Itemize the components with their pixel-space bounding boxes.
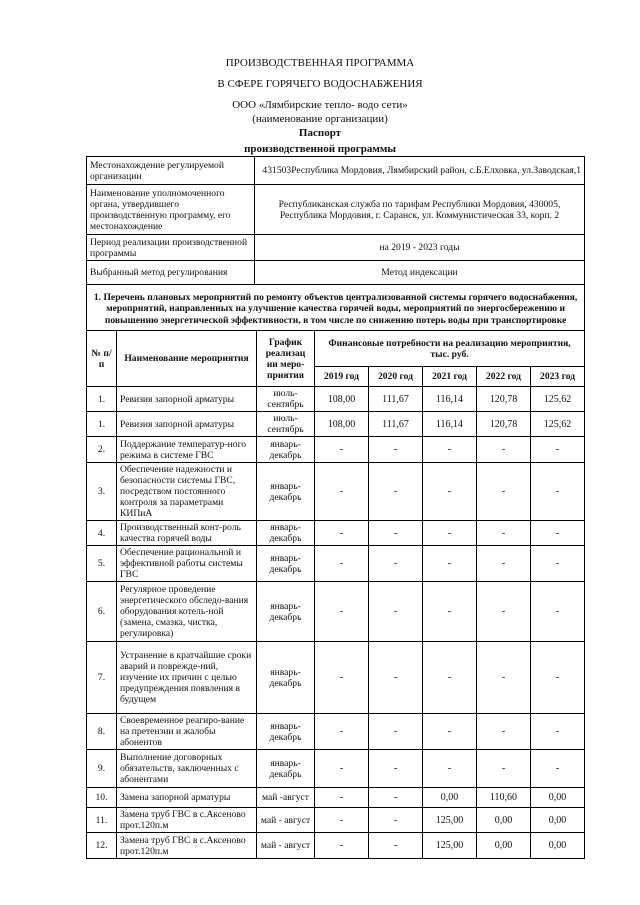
finance-value: - <box>315 463 369 521</box>
row-number: 10. <box>87 788 117 808</box>
activity-name: Замена труб ГВС в с.Аксеново прот.120п.м <box>117 833 257 859</box>
finance-value: - <box>315 750 369 788</box>
finance-value: - <box>531 750 585 788</box>
finance-value: 125,62 <box>531 412 585 437</box>
finance-value: 0,00 <box>477 833 531 859</box>
finance-value: - <box>477 642 531 714</box>
table-row <box>87 412 585 437</box>
finance-value: - <box>423 750 477 788</box>
col-header-year: 2020 год <box>369 367 423 387</box>
finance-value: - <box>423 546 477 582</box>
finance-value: - <box>477 750 531 788</box>
passport-label: Выбранный метод регулирования <box>87 261 255 285</box>
table-row <box>87 808 585 833</box>
row-number: 5. <box>87 546 117 582</box>
finance-value: 108,00 <box>315 387 369 412</box>
table-row <box>87 714 585 750</box>
schedule-cell: январь-декабрь <box>257 582 315 642</box>
finance-value: - <box>315 582 369 642</box>
passport-label: Наименование уполномоченного органа, утвердившего производственную программу, его местонахождение <box>87 185 255 235</box>
finance-value: - <box>477 546 531 582</box>
row-number: 1. <box>87 387 117 412</box>
finance-value: 108,00 <box>315 412 369 437</box>
activity-name: Регулярное проведение энергетического обследо-вания оборудования котель-ной (замена, смазка, чистка, регулировка) <box>117 582 257 642</box>
schedule-cell: январь-декабрь <box>257 437 315 463</box>
col-header-year: 2019 год <box>315 367 369 387</box>
table-row <box>87 387 585 412</box>
col-header-finance: Финансовые потребности на реализацию мероприятия, тыс. руб. <box>315 331 585 367</box>
activity-name: Поддержание температур-ного режима в системе ГВС <box>117 437 257 463</box>
schedule-cell: июль-сентябрь <box>257 412 315 437</box>
finance-value: - <box>369 750 423 788</box>
finance-value: - <box>423 521 477 546</box>
activity-name: Замена труб ГВС в с.Аксеново прот.120п.м <box>117 808 257 833</box>
finance-value: 125,62 <box>531 387 585 412</box>
section-title: 1. Перечень плановых мероприятий по ремонту объектов централизованной системы горячего водоснабжения, мероприятий, направленных на улучшение качества горячей воды, мероприятий по энергосбережению и повышению энергетической эффективности, в том числе по снижению потерь воды при транспортировке <box>87 285 585 331</box>
passport-value: Метод индексации <box>255 261 585 285</box>
schedule-cell: май - август <box>257 833 315 859</box>
finance-value: - <box>423 437 477 463</box>
finance-value: - <box>369 582 423 642</box>
passport-value: Республиканская служба по тарифам Республики Мордовия, 430005, Республика Мордовия, г. Саранск, ул. Коммунистическая 33, корп. 2 <box>255 185 585 235</box>
activity-name: Ревизия запорной арматуры <box>117 387 257 412</box>
passport-row-location <box>87 157 585 185</box>
col-header-schedule: График реализац ии меро- приятия <box>257 331 315 387</box>
row-number: 9. <box>87 750 117 788</box>
finance-value: - <box>315 714 369 750</box>
doc-title-line1: ПРОИЗВОДСТВЕННАЯ ПРОГРАММА <box>225 57 415 69</box>
table-row <box>87 788 585 808</box>
schedule-cell: май -август <box>257 788 315 808</box>
passport-table <box>86 156 585 285</box>
row-number: 11. <box>87 808 117 833</box>
col-header-name: Наименование мероприятия <box>117 331 257 387</box>
table-row <box>87 521 585 546</box>
activity-name: Замена запорной арматуры <box>117 788 257 808</box>
finance-value: 0,00 <box>531 808 585 833</box>
activity-name: Своевременное реагиро-вание на претензии и жалобы абонентов <box>117 714 257 750</box>
finance-value: 111,67 <box>369 412 423 437</box>
finance-value: - <box>369 788 423 808</box>
finance-value: - <box>423 463 477 521</box>
finance-value: 0,00 <box>531 788 585 808</box>
finance-value: - <box>477 521 531 546</box>
schedule-cell: январь-декабрь <box>257 642 315 714</box>
finance-value: 125,00 <box>423 808 477 833</box>
finance-value: - <box>369 463 423 521</box>
activity-name: Устранение в кратчайшие сроки аварий и поврежде-ний, изучение их причин с целью предупреждения появления в будущем <box>117 642 257 714</box>
finance-value: - <box>531 437 585 463</box>
finance-value: - <box>423 714 477 750</box>
activity-name: Обеспечение рациональной и эффективной работы системы ГВС <box>117 546 257 582</box>
passport-title: Паспорт <box>298 127 342 139</box>
table-row <box>87 463 585 521</box>
schedule-cell: январь-декабрь <box>257 521 315 546</box>
finance-value: - <box>315 521 369 546</box>
schedule-cell: июль-сентябрь <box>257 387 315 412</box>
finance-value: - <box>315 642 369 714</box>
row-number: 8. <box>87 714 117 750</box>
finance-value: 110,60 <box>477 788 531 808</box>
finance-value: - <box>315 437 369 463</box>
row-number: 2. <box>87 437 117 463</box>
finance-value: - <box>477 582 531 642</box>
table-row <box>87 546 585 582</box>
row-number: 12. <box>87 833 117 859</box>
schedule-cell: январь-декабрь <box>257 714 315 750</box>
finance-value: - <box>531 521 585 546</box>
finance-value: - <box>477 437 531 463</box>
passport-value: 431503Республика Мордовия, Лямбирский район, с.Б.Елховка, ул.Заводская,1 <box>255 157 585 185</box>
finance-value: - <box>315 833 369 859</box>
col-header-year: 2021 год <box>423 367 477 387</box>
col-header-year: 2023 год <box>531 367 585 387</box>
col-header-num: № п/п <box>87 331 117 387</box>
finance-value: - <box>531 546 585 582</box>
passport-row-period <box>87 235 585 261</box>
finance-value: 116,14 <box>423 412 477 437</box>
table-row <box>87 833 585 859</box>
finance-value: - <box>369 546 423 582</box>
schedule-cell: май - август <box>257 808 315 833</box>
table-row <box>87 750 585 788</box>
activity-name: Обеспечение надежности и безопасности системы ГВС, посредством постоянного контроля за параметрами КИПиА <box>117 463 257 521</box>
table-row <box>87 437 585 463</box>
finance-value: 116,14 <box>423 387 477 412</box>
finance-value: - <box>531 714 585 750</box>
org-name: ООО «Лямбирские тепло- водо сети» <box>232 99 408 111</box>
row-number: 7. <box>87 642 117 714</box>
finance-value: 111,67 <box>369 387 423 412</box>
finance-value: - <box>369 642 423 714</box>
finance-value: 0,00 <box>531 833 585 859</box>
activity-name: Производственный конт-роль качества горячей воды <box>117 521 257 546</box>
finance-value: 120,78 <box>477 387 531 412</box>
finance-value: 0,00 <box>477 808 531 833</box>
finance-value: - <box>423 582 477 642</box>
activity-name: Выполнение договорных обязательств, заключенных с абонентами <box>117 750 257 788</box>
row-number: 1. <box>87 412 117 437</box>
passport-row-authority <box>87 185 585 235</box>
passport-value: на 2019 - 2023 годы <box>255 235 585 261</box>
plan-table <box>86 284 585 859</box>
finance-value: - <box>369 808 423 833</box>
finance-value: - <box>369 833 423 859</box>
passport-row-method <box>87 261 585 285</box>
passport-subtitle: производственной программы <box>244 143 396 155</box>
finance-value: - <box>315 546 369 582</box>
schedule-cell: январь-декабрь <box>257 750 315 788</box>
finance-value: - <box>315 808 369 833</box>
finance-value: 0,00 <box>423 788 477 808</box>
finance-value: - <box>369 437 423 463</box>
passport-label: Местонахождение регулируемой организации <box>87 157 255 185</box>
table-row <box>87 582 585 642</box>
finance-value: - <box>423 642 477 714</box>
finance-value: - <box>531 642 585 714</box>
finance-value: - <box>315 788 369 808</box>
finance-value: - <box>477 714 531 750</box>
org-caption: (наименование организации) <box>252 113 388 125</box>
finance-value: - <box>531 463 585 521</box>
col-header-year: 2022 год <box>477 367 531 387</box>
schedule-cell: январь-декабрь <box>257 463 315 521</box>
activity-name: Ревизия запорной арматуры <box>117 412 257 437</box>
finance-value: 120,78 <box>477 412 531 437</box>
row-number: 6. <box>87 582 117 642</box>
table-row <box>87 642 585 714</box>
schedule-cell: январь-декабрь <box>257 546 315 582</box>
passport-label: Период реализации производственной программы <box>87 235 255 261</box>
finance-value: - <box>477 463 531 521</box>
finance-value: - <box>369 521 423 546</box>
finance-value: 125,00 <box>423 833 477 859</box>
doc-title-line2: В СФЕРЕ ГОРЯЧЕГО ВОДОСНАБЖЕНИЯ <box>217 78 423 90</box>
row-number: 3. <box>87 463 117 521</box>
row-number: 4. <box>87 521 117 546</box>
finance-value: - <box>369 714 423 750</box>
finance-value: - <box>531 582 585 642</box>
